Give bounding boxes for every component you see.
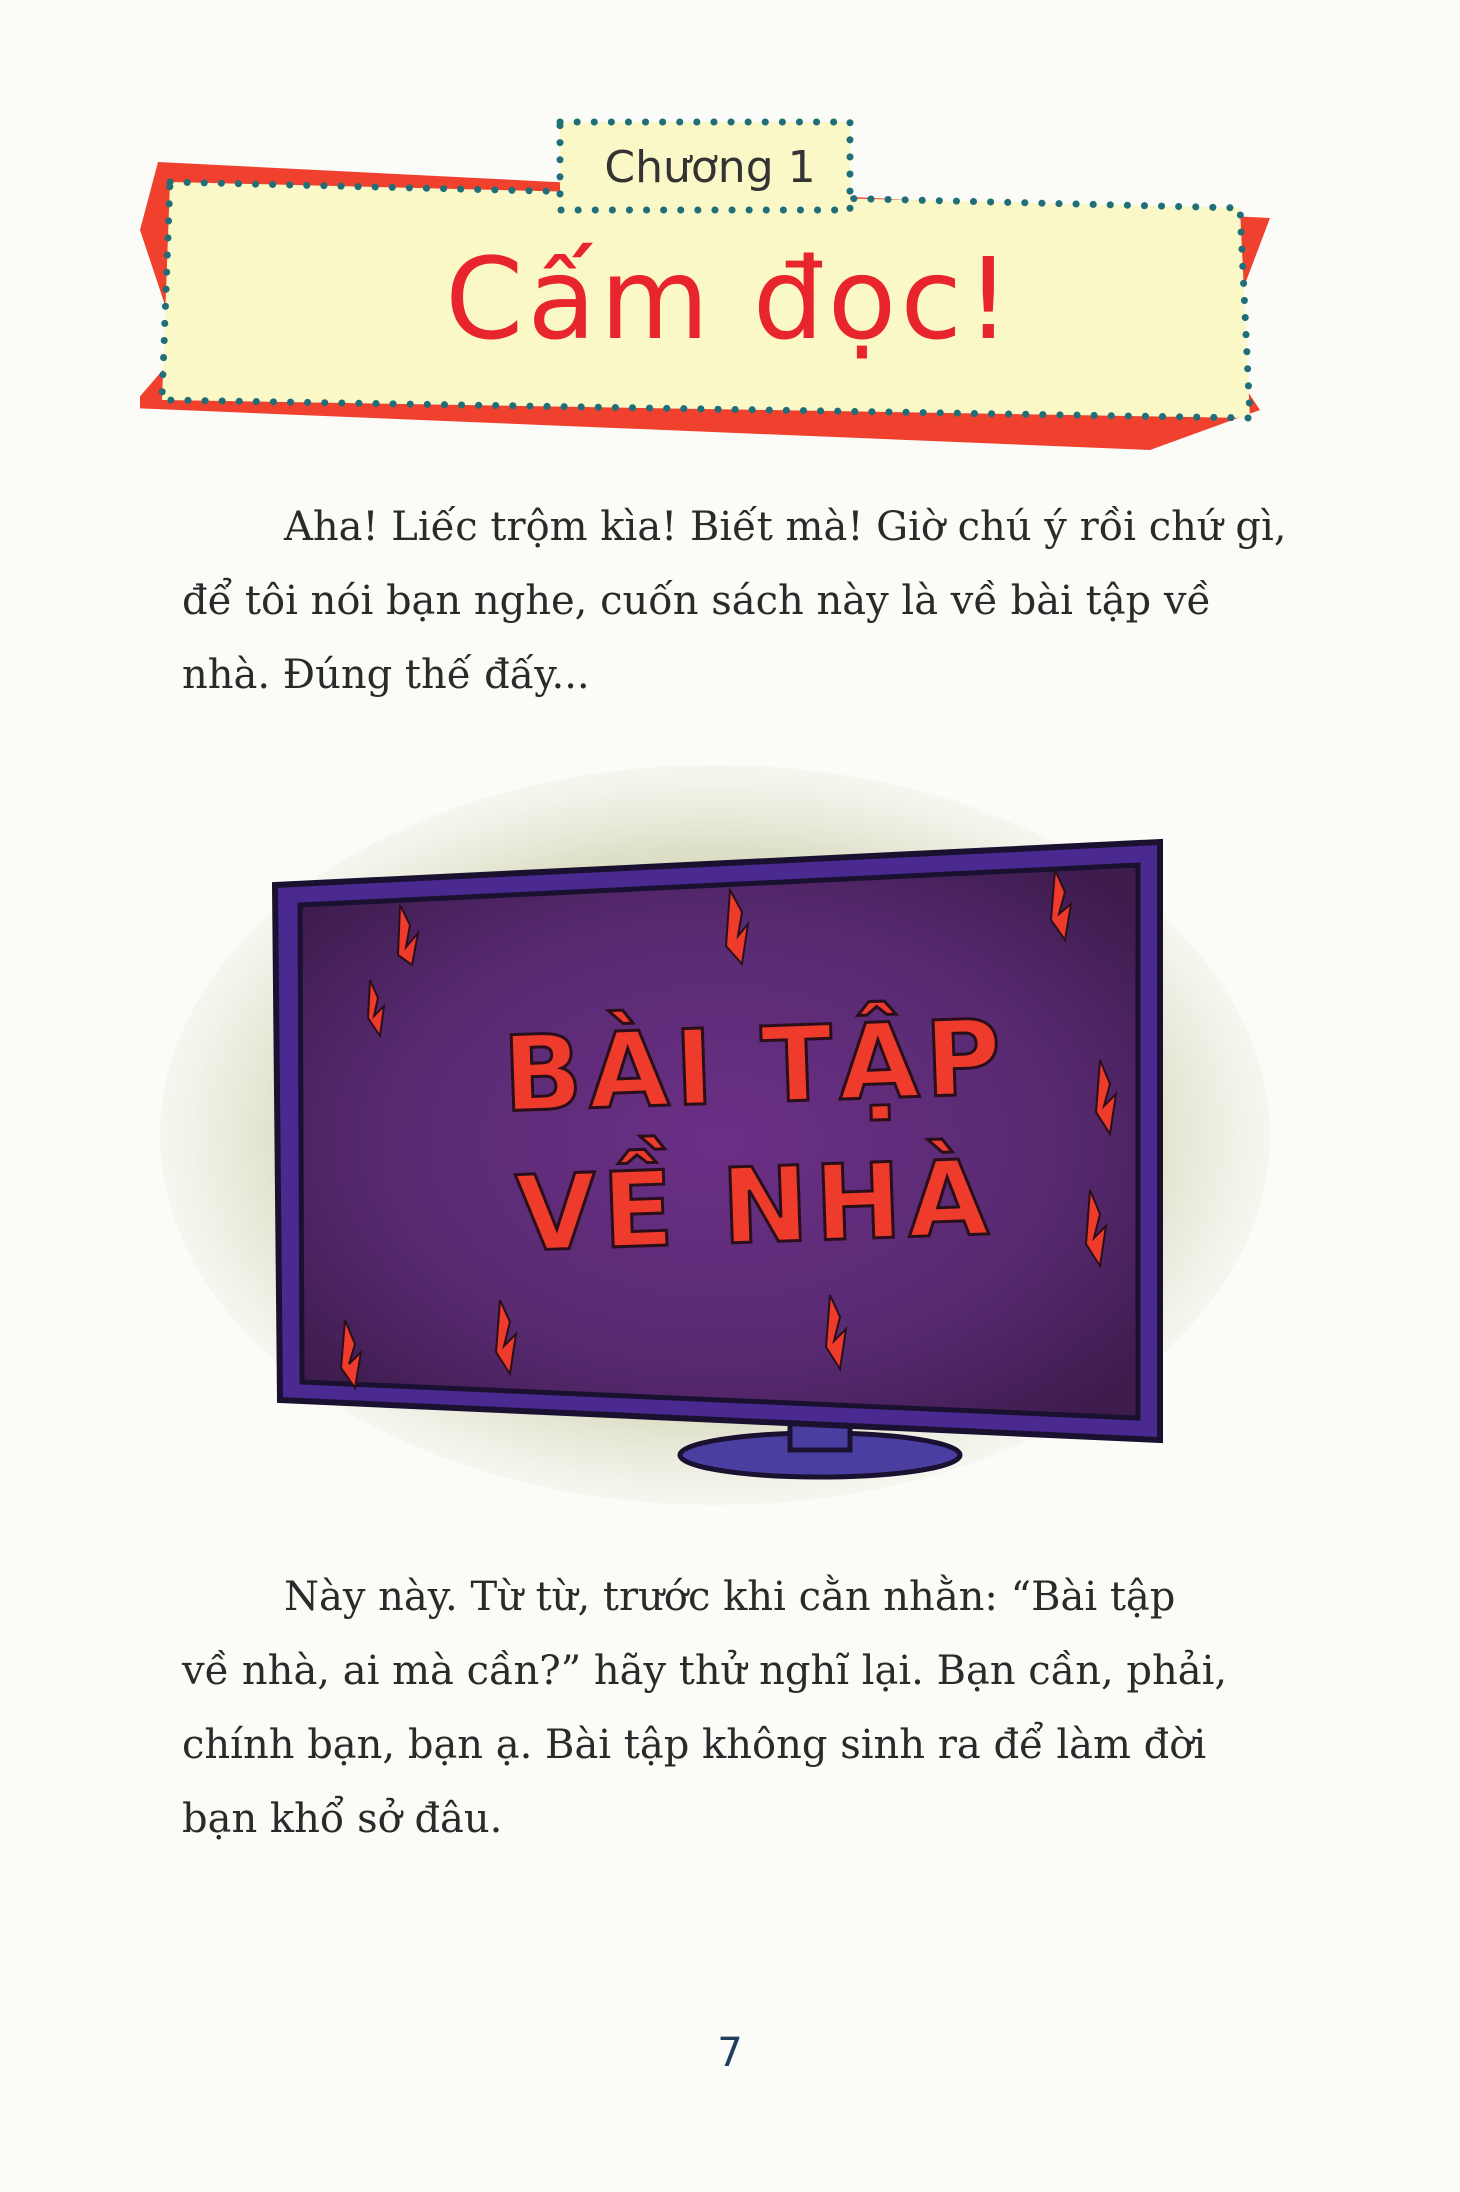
chapter-label: Chương 1 xyxy=(604,142,816,193)
paragraph-line: Này này. Từ từ, trước khi cằn nhằn: “Bài tập xyxy=(284,1574,1176,1620)
paragraph-line: bạn khổ sở đâu. xyxy=(182,1796,503,1842)
paragraph-body xyxy=(182,1560,1242,1856)
chapter-title: Cấm đọc! xyxy=(445,235,1015,365)
paragraph-line: Aha! Liếc trộm kìa! Biết mà! Giờ chú ý rồi chứ gì, xyxy=(284,504,1287,550)
tv-screen-text-line-2: VỀ NHÀ xyxy=(513,1136,997,1276)
chapter-header xyxy=(140,100,1280,460)
tv-screen-text-line-1: BÀI TẬP xyxy=(500,996,1010,1136)
tv-illustration xyxy=(160,760,1270,1510)
television-icon xyxy=(160,760,1270,1510)
paragraph-line: nhà. Đúng thế đấy... xyxy=(182,652,590,698)
paragraph-intro xyxy=(182,490,1287,712)
page-number: 7 xyxy=(717,2030,743,2076)
paragraph-line: chính bạn, bạn ạ. Bài tập không sinh ra để làm đời xyxy=(182,1722,1207,1768)
paragraph-line: để tôi nói bạn nghe, cuốn sách này là về bài tập về xyxy=(182,578,1212,624)
paragraph-line: về nhà, ai mà cần?” hãy thử nghĩ lại. Bạn cần, phải, xyxy=(182,1648,1228,1694)
